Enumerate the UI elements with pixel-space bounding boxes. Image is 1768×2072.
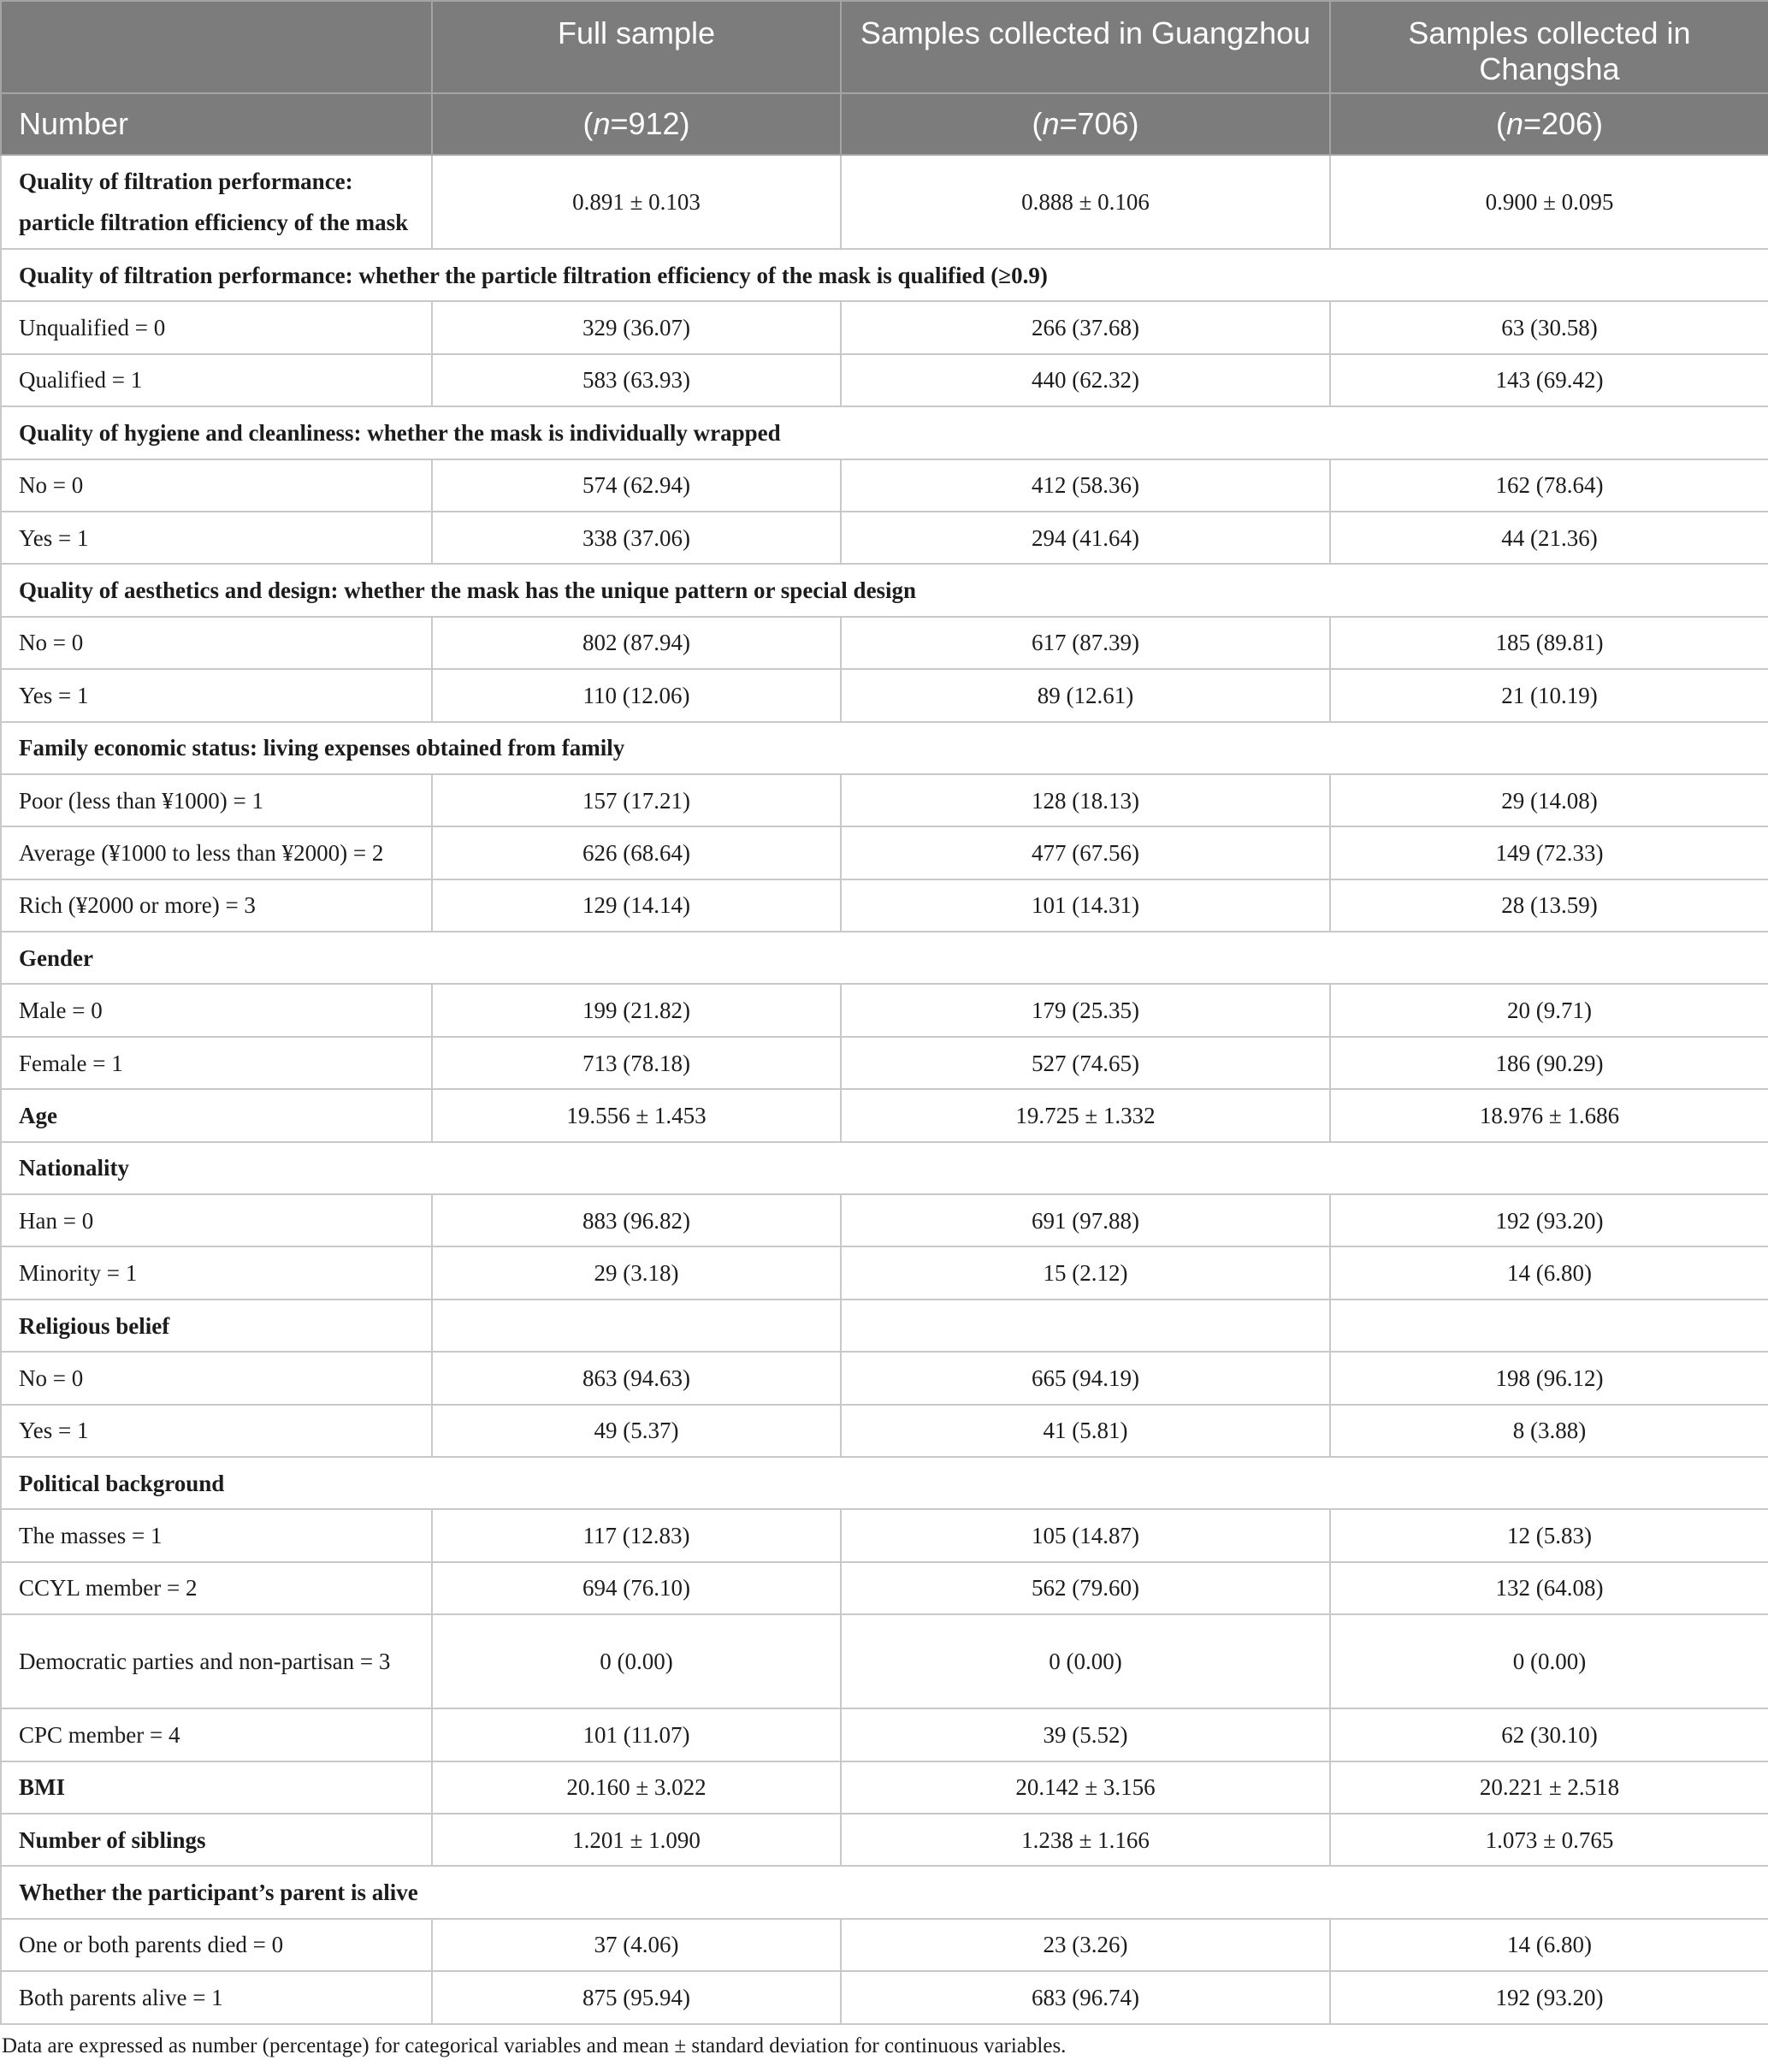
table-row [1,1246,1768,1299]
row-label: The masses = 1 [1,1509,432,1561]
value-changsha: 132 (64.08) [1330,1562,1768,1614]
table-row [1,1708,1768,1761]
value-guangzhou: 562 (79.60) [841,1562,1330,1614]
table-row [1,1194,1768,1246]
row-label: One or both parents died = 0 [1,1919,432,1971]
value-changsha: 14 (6.80) [1330,1246,1768,1299]
row-label: Unqualified = 0 [1,301,432,353]
value-guangzhou: 105 (14.87) [841,1509,1330,1561]
section-label: Gender [1,932,1768,984]
value-changsha: 20.221 ± 2.518 [1330,1761,1768,1814]
row-label: Both parents alive = 1 [1,1971,432,2023]
header-guangzhou: Samples collected in Guangzhou [841,1,1330,93]
table-row [1,512,1768,564]
value-changsha [1330,1299,1768,1352]
table-row [1,1761,1768,1814]
value-guangzhou: 691 (97.88) [841,1194,1330,1246]
value-full-sample: 329 (36.07) [432,301,841,353]
value-changsha: 0 (0.00) [1330,1614,1768,1708]
value-full-sample: 49 (5.37) [432,1405,841,1457]
table-row [1,1405,1768,1457]
table-row [1,669,1768,721]
value-full-sample: 694 (76.10) [432,1562,841,1614]
value-guangzhou: 477 (67.56) [841,826,1330,879]
value-guangzhou: 101 (14.31) [841,879,1330,932]
value-full-sample: 863 (94.63) [432,1352,841,1404]
value-full-sample: 101 (11.07) [432,1708,841,1761]
table-row [1,1509,1768,1561]
value-changsha: 44 (21.36) [1330,512,1768,564]
table-row [1,1562,1768,1614]
section-header-row [1,406,1768,459]
value-guangzhou: 0.888 ± 0.106 [841,155,1330,249]
header-changsha: Samples collected in Changsha [1330,1,1768,93]
table-footnote: Data are expressed as number (percentage) for categorical variables and mean ± standard deviation for continuous variables. [2,2034,1067,2057]
section-label: Political background [1,1457,1768,1509]
row-label: Female = 1 [1,1037,432,1089]
value-full-sample: 37 (4.06) [432,1919,841,1971]
section-header-row [1,1142,1768,1194]
section-label: Whether the participant’s parent is alive [1,1866,1768,1918]
value-guangzhou: 683 (96.74) [841,1971,1330,2023]
value-changsha: 162 (78.64) [1330,459,1768,512]
value-changsha: 192 (93.20) [1330,1194,1768,1246]
row-label: CPC member = 4 [1,1708,432,1761]
value-changsha: 8 (3.88) [1330,1405,1768,1457]
table-row [1,1037,1768,1089]
value-guangzhou: 412 (58.36) [841,459,1330,512]
value-changsha: 186 (90.29) [1330,1037,1768,1089]
header-n-guangzhou: (n=706) [841,93,1330,155]
section-header-row [1,249,1768,301]
value-guangzhou: 440 (62.32) [841,354,1330,406]
value-guangzhou: 179 (25.35) [841,984,1330,1036]
value-full-sample: 20.160 ± 3.022 [432,1761,841,1814]
section-header-row [1,722,1768,774]
header-full-sample: Full sample [432,1,841,93]
header-n-changsha: (n=206) [1330,93,1768,155]
table-row [1,459,1768,512]
row-label: Poor (less than ¥1000) = 1 [1,774,432,826]
row-label: Religious belief [1,1299,432,1352]
value-guangzhou: 266 (37.68) [841,301,1330,353]
value-guangzhou: 19.725 ± 1.332 [841,1089,1330,1141]
value-changsha: 185 (89.81) [1330,617,1768,669]
row-label: Rich (¥2000 or more) = 3 [1,879,432,932]
table-row [1,879,1768,932]
row-label: CCYL member = 2 [1,1562,432,1614]
value-full-sample: 157 (17.21) [432,774,841,826]
row-label: Yes = 1 [1,669,432,721]
value-full-sample: 626 (68.64) [432,826,841,879]
value-full-sample: 199 (21.82) [432,984,841,1036]
value-changsha: 143 (69.42) [1330,354,1768,406]
value-changsha: 1.073 ± 0.765 [1330,1814,1768,1866]
value-full-sample: 583 (63.93) [432,354,841,406]
value-guangzhou: 39 (5.52) [841,1708,1330,1761]
value-changsha: 12 (5.83) [1330,1509,1768,1561]
value-full-sample: 129 (14.14) [432,879,841,932]
value-guangzhou: 41 (5.81) [841,1405,1330,1457]
row-label: BMI [1,1761,432,1814]
value-full-sample: 29 (3.18) [432,1246,841,1299]
value-changsha: 28 (13.59) [1330,879,1768,932]
n-symbol: n [593,106,611,141]
header-number-label: Number [1,93,432,155]
header-row-bottom [1,93,1768,155]
value-guangzhou: 617 (87.39) [841,617,1330,669]
section-header-row [1,1866,1768,1918]
value-guangzhou [841,1299,1330,1352]
value-changsha: 29 (14.08) [1330,774,1768,826]
row-label: Average (¥1000 to less than ¥2000) = 2 [1,826,432,879]
header-n-full: (n=912) [432,93,841,155]
section-label: Quality of filtration performance: whether the particle filtration efficiency of the mask is qualified (≥0.9) [1,249,1768,301]
row-label: Yes = 1 [1,1405,432,1457]
table-row [1,617,1768,669]
table-row [1,1299,1768,1352]
value-full-sample: 713 (78.18) [432,1037,841,1089]
value-full-sample: 0.891 ± 0.103 [432,155,841,249]
row-label: No = 0 [1,459,432,512]
row-label: No = 0 [1,1352,432,1404]
value-guangzhou: 1.238 ± 1.166 [841,1814,1330,1866]
table-row [1,984,1768,1036]
table-row [1,1089,1768,1141]
row-label: Age [1,1089,432,1141]
value-full-sample: 875 (95.94) [432,1971,841,2023]
value-guangzhou: 15 (2.12) [841,1246,1330,1299]
table-row [1,826,1768,879]
row-label: No = 0 [1,617,432,669]
section-label: Quality of hygiene and cleanliness: whether the mask is individually wrapped [1,406,1768,459]
table-row [1,774,1768,826]
value-changsha: 18.976 ± 1.686 [1330,1089,1768,1141]
row-label: Democratic parties and non-partisan = 3 [1,1614,432,1708]
row-label: Male = 0 [1,984,432,1036]
value-changsha: 63 (30.58) [1330,301,1768,353]
table-row [1,1971,1768,2023]
section-header-row [1,564,1768,616]
n-symbol: n [1042,106,1060,141]
n-symbol: n [1505,106,1523,141]
row-label: Han = 0 [1,1194,432,1246]
value-changsha: 149 (72.33) [1330,826,1768,879]
value-guangzhou: 23 (3.26) [841,1919,1330,1971]
value-full-sample: 117 (12.83) [432,1509,841,1561]
value-full-sample: 19.556 ± 1.453 [432,1089,841,1141]
table-row [1,301,1768,353]
value-changsha: 198 (96.12) [1330,1352,1768,1404]
value-guangzhou: 527 (74.65) [841,1037,1330,1089]
section-header-row [1,932,1768,984]
value-full-sample: 338 (37.06) [432,512,841,564]
row-label: Yes = 1 [1,512,432,564]
value-guangzhou: 0 (0.00) [841,1614,1330,1708]
table-row [1,1614,1768,1708]
section-header-row [1,1457,1768,1509]
value-changsha: 192 (93.20) [1330,1971,1768,2023]
value-guangzhou: 89 (12.61) [841,669,1330,721]
value-full-sample: 574 (62.94) [432,459,841,512]
value-guangzhou: 20.142 ± 3.156 [841,1761,1330,1814]
value-full-sample: 883 (96.82) [432,1194,841,1246]
table-row [1,1919,1768,1971]
value-changsha: 62 (30.10) [1330,1708,1768,1761]
table-body [1,155,1768,2024]
header-blank-cell [1,1,432,93]
header-row-top [1,1,1768,93]
value-full-sample: 0 (0.00) [432,1614,841,1708]
table-row [1,354,1768,406]
value-guangzhou: 294 (41.64) [841,512,1330,564]
row-label: Qualified = 1 [1,354,432,406]
table-row [1,1814,1768,1866]
row-label: Quality of filtration performance: particle filtration efficiency of the mask [1,155,432,249]
value-full-sample: 1.201 ± 1.090 [432,1814,841,1866]
value-full-sample: 802 (87.94) [432,617,841,669]
section-label: Family economic status: living expenses obtained from family [1,722,1768,774]
row-label: Number of siblings [1,1814,432,1866]
value-changsha: 20 (9.71) [1330,984,1768,1036]
value-changsha: 14 (6.80) [1330,1919,1768,1971]
value-guangzhou: 128 (18.13) [841,774,1330,826]
value-full-sample [432,1299,841,1352]
table-row [1,155,1768,249]
table-row [1,1352,1768,1404]
value-guangzhou: 665 (94.19) [841,1352,1330,1404]
value-full-sample: 110 (12.06) [432,669,841,721]
section-label: Nationality [1,1142,1768,1194]
section-label: Quality of aesthetics and design: whether the mask has the unique pattern or special design [1,564,1768,616]
row-label: Minority = 1 [1,1246,432,1299]
value-changsha: 21 (10.19) [1330,669,1768,721]
value-changsha: 0.900 ± 0.095 [1330,155,1768,249]
